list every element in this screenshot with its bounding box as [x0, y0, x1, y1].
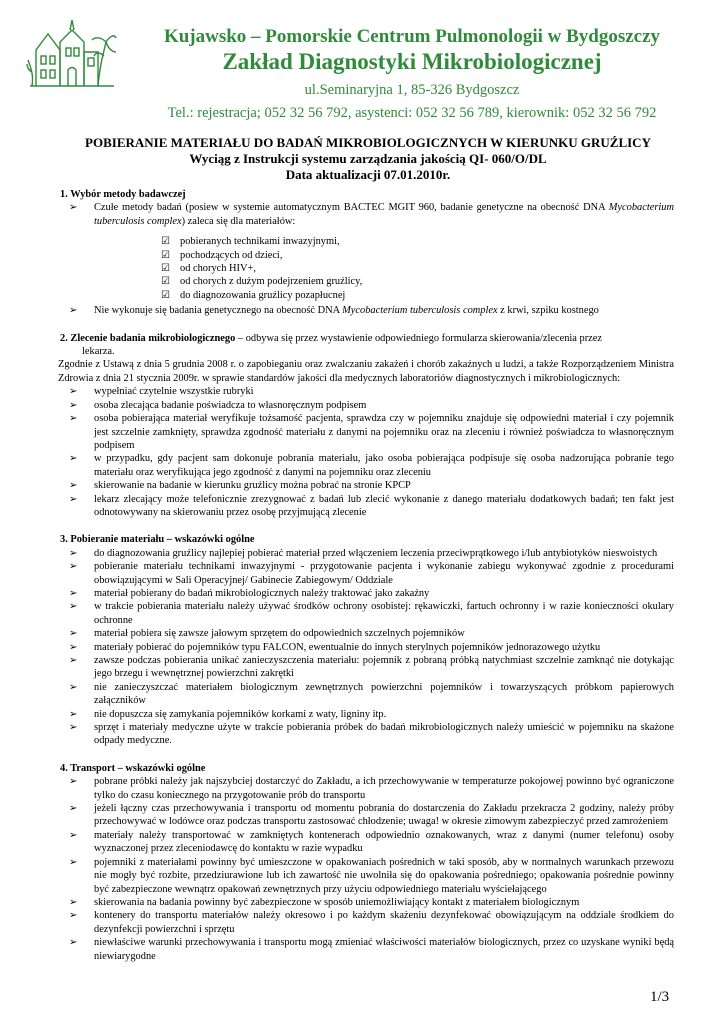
checkbox-checked-icon: ☑ — [161, 263, 170, 275]
arrow-bullet-icon: ➢ — [69, 628, 78, 640]
arrow-bullet-icon: ➢ — [69, 561, 78, 573]
arrow-bullet-icon: ➢ — [69, 937, 78, 949]
arrow-bullet-icon: ➢ — [69, 480, 78, 492]
arrow-bullet-icon: ➢ — [69, 776, 78, 788]
arrow-bullet-icon: ➢ — [69, 708, 78, 720]
list-item: ➢ materiał pobierany do badań mikrobiologicznych należy traktować jako zakaźny — [69, 587, 430, 599]
section-3 — [60, 533, 674, 748]
list-item: ➢ skierowanie na badanie w kierunku gruźlicy można pobrać na stronie KPCP — [69, 480, 411, 492]
page-number: 1/3 — [650, 989, 670, 1005]
department-name: Zakład Diagnostyki Mikrobiologicznej — [222, 49, 602, 74]
arrow-bullet-icon: ➢ — [69, 856, 78, 868]
section-heading: 1. Wybór metody badawczej — [60, 189, 186, 200]
list-item: ➢ jeżeli łączny czas przechowywania i transportu od momentu pobrania do dostarczenia do Zakładu przekracza 2 godziny, należy próby przechowywać w lodówce oraz podczas transportu zastosować chłodzenie; uwaga! w okresie zimowym zabezpieczyć przed zamrożeniem — [69, 803, 674, 828]
list-item: ☑ pobieranych technikami inwazyjnymi, — [161, 236, 340, 248]
list-item: ☑ pochodzących od dzieci, — [161, 249, 283, 261]
list-item: ➢ w trakcie pobierania materiału należy używać środków ochrony osobistej: rękawiczki, fartuch ochronny i w razie konieczności okulary ochronne — [69, 601, 674, 626]
list-item: ➢ pojemniki z materiałami powinny być umieszczone w opakowaniach pośrednich w taki sposób, aby w normalnych warunkach przewozu nie mogły być rozbite, przedziurawione lub ich zawartość nie uwolniła się do opakowania pośredniego; opakowania pośrednie powinny być zabezpieczone wewnątrz opakowań zewnętrznych przy użyciu odpowiedniego materiału wyściełającego — [69, 856, 674, 895]
section-1 — [60, 188, 674, 318]
arrow-bullet-icon: ➢ — [69, 910, 78, 922]
arrow-bullet-icon: ➢ — [69, 305, 78, 317]
list-item: ➢ do diagnozowania gruźlicy najlepiej pobierać materiał przed włączeniem leczenia przeciwprątkowego i/lub antybiotyków nieswoistych — [69, 547, 658, 559]
list-item: ➢ wypełniać czytelnie wszystkie rubryki — [69, 386, 254, 398]
checkbox-checked-icon: ☑ — [161, 249, 170, 261]
list-item: ☑ od chorych HIV+, — [161, 263, 256, 275]
arrow-bullet-icon: ➢ — [69, 413, 78, 425]
section-4 — [60, 762, 674, 963]
list-item: ➢ zawsze podczas pobierania unikać zanieczyszczenia materiału: pojemnik z pobraną próbką natychmiast szczelnie zamknąć nie dotykając jego brzegu i wewnętrznej powierzchni zakrętki — [69, 655, 674, 680]
list-item: ➢ Nie wykonuje się badania genetycznego na obecność DNA Mycobacterium tuberculosis complex z krwi, szpiku kostnego — [69, 305, 599, 317]
bullet-list — [60, 385, 674, 519]
checkbox-list — [60, 235, 674, 302]
list-item: ☑ od chorych z dużym podejrzeniem gruźlicy, — [161, 276, 363, 288]
bullet-list — [60, 775, 674, 963]
document-body — [60, 188, 674, 972]
list-item: ➢ Czułe metody badań (posiew w systemie automatycznym BACTEC MGIT 960, badanie genetyczne na obecność DNA Mycobacterium tuberculosis complex) zaleca się dla materiałów: — [69, 202, 674, 227]
arrow-bullet-icon: ➢ — [69, 681, 78, 693]
title-line-1: POBIERANIE MATERIAŁU DO BADAŃ MIKROBIOLOGICZNYCH W KIERUNKU GRUŹLICY — [85, 135, 651, 150]
address: ul.Seminaryjna 1, 85-326 Bydgoszcz — [304, 82, 520, 98]
list-item: ➢ osoba zlecająca badanie poświadcza to własnoręcznym podpisem — [69, 399, 367, 411]
list-item: ☑ do diagnozowania gruźlicy pozapłucnej — [161, 289, 346, 301]
arrow-bullet-icon: ➢ — [69, 655, 78, 666]
list-item: ➢ skierowania na badania powinny być zabezpieczone w sposób uniemożliwiający kontakt z materiałem biologicznym — [69, 896, 580, 908]
checkbox-checked-icon: ☑ — [161, 236, 170, 248]
list-item: ➢ nie zanieczyszczać materiałem biologicznym zewnętrznych powierzchni pojemników i towarzyszących próbkom papierowych załączników — [69, 681, 674, 707]
arrow-bullet-icon: ➢ — [69, 601, 78, 613]
list-item: ➢ sprzęt i materiały medyczne użyte w trakcie pobierania próbek do badań mikrobiologicznych należy umieścić w pojemniku na skażone odpady medyczne. — [69, 722, 674, 747]
checkbox-checked-icon: ☑ — [161, 289, 170, 301]
document-title — [50, 135, 686, 183]
list-item: ➢ w przypadku, gdy pacjent sam dokonuje pobrania materiału, jako osoba pobierająca podpisuje się osoba nadzorująca pobranie tego materiału oraz weryfikująca jego zgodność z danymi na pojemniku oraz zleceniu — [69, 453, 674, 478]
arrow-bullet-icon: ➢ — [69, 803, 78, 815]
arrow-bullet-icon: ➢ — [69, 587, 78, 599]
arrow-bullet-icon: ➢ — [69, 896, 78, 908]
phone-numbers: Tel.: rejestracja; 052 32 56 792, asystenci: 052 32 56 789, kierownik: 052 32 56 792 — [167, 105, 657, 121]
section-heading-line: 2. Zlecenie badania mikrobiologicznego – odbywa się przez wystawienie odpowiedniego formularza skierowania/zlecenia przez — [60, 332, 602, 344]
section-heading: 4. Transport – wskazówki ogólne — [60, 762, 206, 774]
section-paragraph: Zgodnie z Ustawą z dnia 5 grudnia 2008 r. o zapobieganiu oraz zwalczaniu zakażeń i chorób zakaźnych u ludzi, a także Rozporządzeniem Ministra Zdrowia z dnia 21 stycznia 2009r. w sprawie standardów jakości dla medycznych laboratoriów diagnostycznych i mikrobiologicznych: — [58, 359, 674, 384]
arrow-bullet-icon: ➢ — [69, 829, 78, 841]
list-item: ➢ materiał pobiera się zawsze jałowym sprzętem do odpowiednich szczelnych pojemników — [69, 628, 465, 640]
list-item: ➢ materiały należy transportować w zamkniętych kontenerach odpowiednio oznakowanych, wraz z danymi (numer telefonu) osoby wyznaczonej przez zleceniodawcę do kontaktu w razie wypadku — [69, 829, 674, 855]
section-heading: 3. Pobieranie materiału – wskazówki ogólne — [60, 534, 255, 546]
arrow-bullet-icon: ➢ — [69, 722, 78, 734]
list-item: ➢ nie dopuszcza się zamykania pojemników korkami z waty, ligniny itp. — [69, 708, 387, 720]
list-item: ➢ materiały pobierać do pojemników typu FALCON, ewentualnie do innych sterylnych pojemników jednorazowego użytku — [69, 641, 601, 653]
list-item: ➢ kontenery do transportu materiałów należy okresowo i po każdym skażeniu dezynfekować obowiązującym na oddziale środkiem do dezynfekcji powierzchni i sprzętu — [69, 910, 674, 935]
list-item: ➢ osoba pobierająca materiał weryfikuje tożsamość pacjenta, sprawdza czy w pojemniku znajduje się odpowiedni materiał i czy pojemnik jest szczelnie zamknięty, sprawdza zgodność materiału z danymi na pojemniku oraz na zleceniu i również poświadcza to własnoręcznym podpisem — [69, 413, 674, 451]
organization-name: Kujawsko – Pomorskie Centrum Pulmonologii w Bydgoszczy — [163, 26, 661, 47]
list-item: ➢ pobieranie materiału technikami inwazyjnymi - przygotowanie pacjenta i wykonanie zabiegu wykonywać zgodnie z procedurami obowiązującymi w Sali Operacyjnej/ Gabinecie Zabiegowym/ Oddziale — [69, 561, 674, 586]
section-2 — [60, 332, 674, 520]
arrow-bullet-icon: ➢ — [69, 493, 78, 505]
letterhead-text — [100, 26, 724, 123]
list-item: ➢ niewłaściwe warunki przechowywania i transportu mogą zmieniać właściwości materiałów biologicznych, przez co uzyskane wyniki będą niewiarygodne — [69, 937, 674, 962]
arrow-bullet-icon: ➢ — [69, 386, 78, 398]
title-line-2: Wyciąg z Instrukcji systemu zarządzania jakością QI- 060/O/DL — [189, 151, 547, 166]
title-line-3: Data aktualizacji 07.01.2010r. — [285, 167, 451, 182]
arrow-bullet-icon: ➢ — [69, 202, 78, 214]
checkbox-checked-icon: ☑ — [161, 276, 170, 288]
letterhead — [0, 0, 724, 122]
bullet-list — [60, 547, 674, 748]
bullet-list — [60, 201, 674, 228]
arrow-bullet-icon: ➢ — [69, 547, 78, 559]
list-item: ➢ pobrane próbki należy jak najszybciej dostarczyć do Zakładu, a ich przechowywanie w temperaturze pokojowej powinno być ograniczone tylko do czasu koniecznego na przygotowanie prób do transportu — [69, 776, 674, 801]
arrow-bullet-icon: ➢ — [69, 399, 78, 411]
list-item: ➢ lekarz zlecający może telefonicznie zrezygnować z badań lub zlecić wykonanie z danego materiału dodatkowych badań; ten fakt jest odnotowywany na skierowaniu przez osobę przyjmującą zlecenie — [69, 493, 674, 518]
arrow-bullet-icon: ➢ — [69, 641, 78, 653]
section-heading-cont: lekarza. — [82, 346, 115, 358]
bullet-list — [60, 304, 674, 317]
arrow-bullet-icon: ➢ — [69, 453, 78, 465]
